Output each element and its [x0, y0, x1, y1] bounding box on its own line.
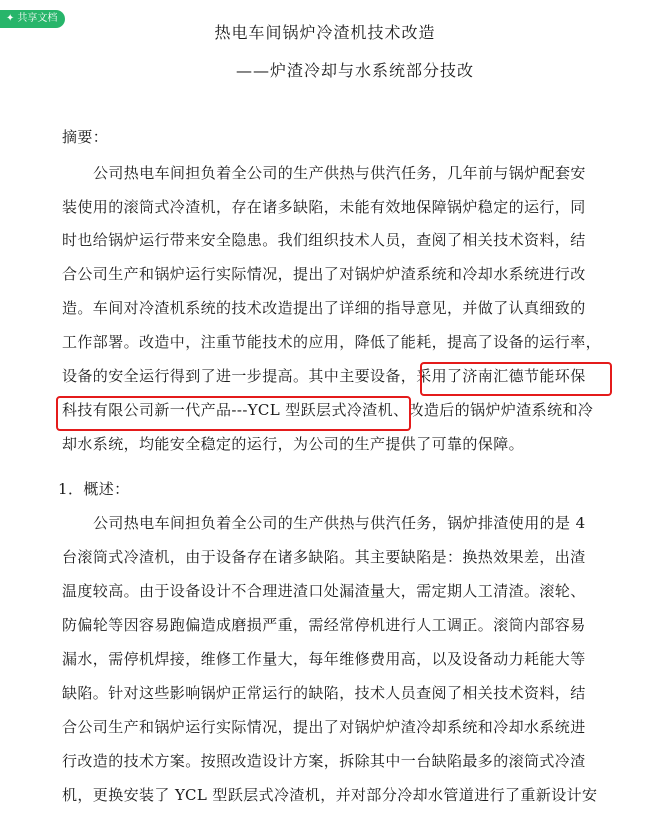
shared-doc-badge-label: 共享文档	[17, 13, 58, 24]
document-subtitle: ——炉渣冷却与水系统部分技改	[235, 61, 474, 80]
paragraph-line: 公司热电车间担负着全公司的生产供热与供汽任务，几年前与锅炉配套安	[93, 164, 586, 182]
paragraph-line: 防偏轮等因容易跑偏造成磨损严重，需经常停机进行人工调正。滚筒内部容易	[62, 616, 586, 634]
paragraph-line: 时也给锅炉运行带来安全隐患。我们组织技术人员，查阅了相关技术资料，结	[62, 231, 586, 249]
paragraph-text: 、改造后的锅炉炉渣系统和冷	[393, 401, 594, 419]
paragraph-line: 工作部署。改造中，注重节能技术的应用，降低了能耗，提高了设备的运行率，	[62, 333, 602, 351]
paragraph-line: 合公司生产和锅炉运行实际情况，提出了对锅炉炉渣系统和冷却水系统进行改	[62, 265, 586, 283]
paragraph-line: 台滚筒式冷渣机，由于设备存在诸多缺陷。其主要缺陷是：换热效果差，出渣	[62, 548, 586, 566]
paragraph-line: 漏水，需停机焊接，维修工作量大，每年维修费用高，以及设备动力耗能大等	[62, 650, 586, 668]
paragraph-line: 合公司生产和锅炉运行实际情况，提出了对锅炉炉渣冷却系统和冷却水系统进	[62, 718, 586, 736]
abstract-label: 摘要：	[62, 128, 109, 146]
share-icon: ✦	[6, 13, 15, 24]
paragraph-line: 造。车间对冷渣机系统的技术改造提出了详细的指导意见，并做了认真细致的	[62, 299, 586, 317]
paragraph-line: 机，更换安装了 YCL 型跃层式冷渣机，并对部分冷却水管道进行了重新设计安	[62, 786, 598, 804]
paragraph-line	[62, 365, 586, 386]
paragraph-line: 缺陷。针对这些影响锅炉正常运行的缺陷，技术人员查阅了相关技术资料，结	[62, 684, 586, 702]
paragraph-line: 却水系统，均能安全稳定的运行，为公司的生产提供了可靠的保障。	[62, 435, 525, 453]
paragraph-text: 设备的安全运行得到了进一步提高。其中主要设备，	[62, 367, 417, 385]
paragraph-line: 行改造的技术方案。按照改造设计方案，拆除其中一台缺陷最多的滚筒式冷渣	[62, 752, 586, 770]
paragraph-line: 温度较高。由于设备设计不合理进渣口处漏渣量大，需定期人工清渣。滚轮、	[62, 582, 586, 600]
highlighted-text: 科技有限公司新一代产品---YCL 型跃层式冷渣机	[62, 401, 394, 419]
paragraph-line: 装使用的滚筒式冷渣机，存在诸多缺陷，未能有效地保障锅炉稳定的运行，同	[62, 198, 586, 216]
document-title: 热电车间锅炉冷渣机技术改造	[214, 23, 436, 42]
paragraph-line	[62, 399, 593, 420]
highlighted-text: 采用了济南汇德节能环保	[416, 367, 586, 385]
section-heading: 1．概述：	[58, 480, 130, 498]
paragraph-line: 公司热电车间担负着全公司的生产供热与供汽任务，锅炉排渣使用的是 4	[93, 514, 586, 532]
